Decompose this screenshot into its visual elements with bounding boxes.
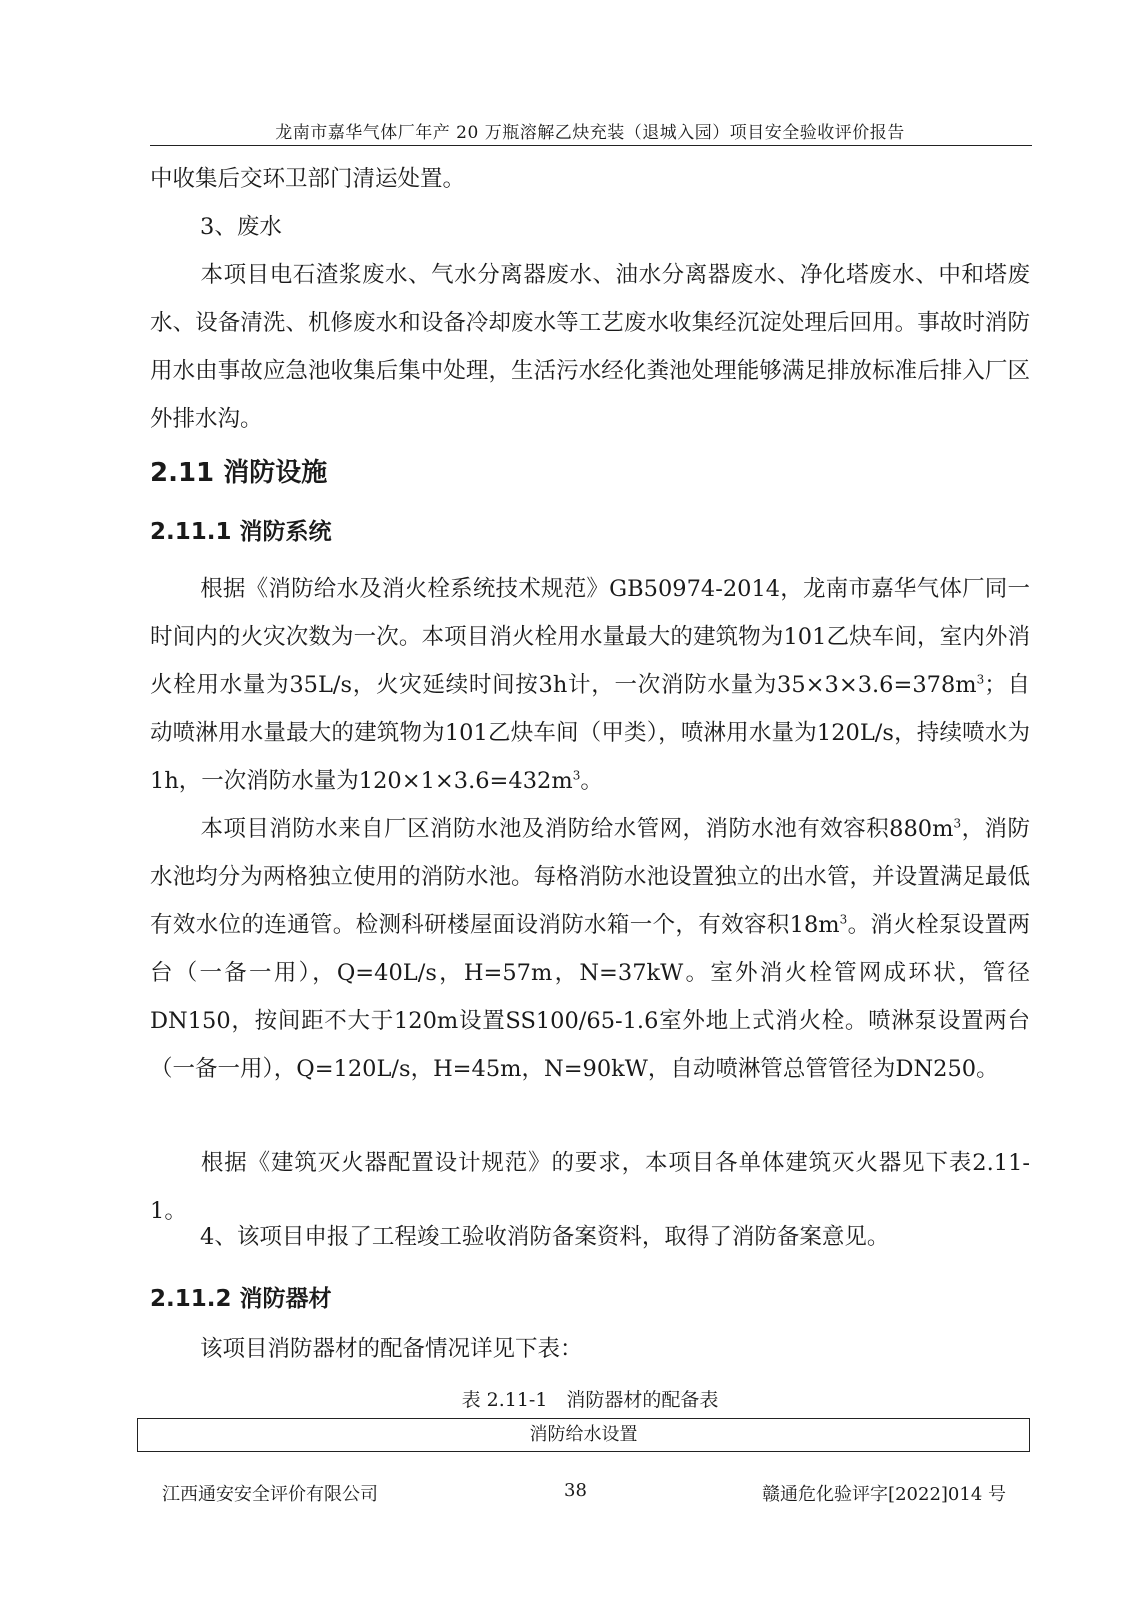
paragraph-equipment-text: 该项目消防器材的配备情况详见下表：: [200, 1336, 583, 1362]
item-3-text: 3、废水: [200, 214, 282, 240]
equipment-table: [137, 1418, 1030, 1452]
paragraph-equipment: [150, 1325, 1030, 1373]
paragraph-fire-water-text-a: 本项目消防水来自厂区消防水池及消防给水管网，消防水池有效容积880m: [200, 816, 954, 842]
paragraph-text: 中收集后交环卫部门清运处置。: [150, 166, 466, 192]
table-caption: 表 2.11-1 消防器材的配备表: [461, 1389, 719, 1411]
paragraph-item-4: [150, 1213, 1030, 1261]
footer-doc-number: 赣通危化验评字[2022]014 号: [762, 1484, 1006, 1505]
footer-page-number: 38: [564, 1480, 587, 1501]
paragraph-fire-system-text-b: ；自动喷淋用水量最大的建筑物为101乙炔车间（甲类），喷淋用水量为120L/s，持续喷水为1h，一次消防水量为120×1×3.6=432m: [150, 672, 1030, 794]
paragraph-fire-water: [150, 805, 1030, 1093]
table-header-cell: 消防给水设置: [529, 1424, 638, 1445]
paragraph-wastewater-text: 本项目电石渣浆废水、气水分离器废水、油水分离器废水、净化塔废水、中和塔废水、设备清洗、机修废水和设备冷却废水等工艺废水收集经沉淀处理后回用。事故时消防用水由事故应急池收集后集中处理，生活污水经化粪池处理能够满足排放标准后排入厂区外排水沟。: [150, 262, 1030, 432]
footer-company: 江西通安安全评价有限公司: [162, 1484, 378, 1505]
section-heading-2-11-1: 2.11.1 消防系统: [150, 519, 332, 545]
item-3-title: [150, 203, 1030, 251]
superscript-3: 3: [953, 816, 962, 831]
paragraph-wastewater: [150, 251, 1030, 443]
header-rule: [150, 145, 1032, 146]
paragraph-item-4-text: 4、该项目申报了工程竣工验收消防备案资料，取得了消防备案意见。: [200, 1224, 890, 1250]
superscript-3: 3: [839, 912, 848, 927]
section-heading-2-11: 2.11 消防设施: [150, 458, 328, 488]
paragraph-fire-system-text-a: 根据《消防给水及消火栓系统技术规范》GB50974-2014，龙南市嘉华气体厂同一时间内的火灾次数为一次。本项目消火栓用水量最大的建筑物为101乙炔车间，室内外消火栓用水量为35L/s，火灾延续时间按3h计，一次消防水量为35×3×3.6=378m: [150, 576, 1030, 698]
paragraph-continuation: [150, 155, 1030, 203]
section-heading-2-11-2: 2.11.2 消防器材: [150, 1286, 332, 1312]
superscript-3: 3: [572, 768, 581, 783]
paragraph-fire-system-text-c: 。: [580, 768, 603, 794]
paragraph-extinguisher-text: 根据《建筑灭火器配置设计规范》的要求，本项目各单体建筑灭火器见下表2.11-1。: [150, 1150, 1030, 1224]
superscript-3: 3: [976, 672, 985, 687]
page-footer: [150, 1480, 1030, 1508]
paragraph-fire-water-text-c: 。消火栓泵设置两台（一备一用），Q=40L/s，H=57m，N=37kW。室外消火栓管网成环状，管径DN150，按间距不大于120m设置SS100/65-1.6室外地上式消火栓。喷淋泵设置两台（一备一用），Q=120L/s，H=45m，N=90kW，自动喷淋管总管管径为DN250。: [150, 912, 1030, 1082]
paragraph-fire-system: [150, 565, 1030, 805]
paragraph-fire-water-text-b: ，消防水池均分为两格独立使用的消防水池。每格消防水池设置独立的出水管，并设置满足最低有效水位的连通管。检测科研楼屋面设消防水箱一个，有效容积18m: [150, 816, 1030, 938]
header-title: 龙南市嘉华气体厂年产 20 万瓶溶解乙炔充装（退城入园）项目安全验收评价报告: [275, 123, 905, 143]
